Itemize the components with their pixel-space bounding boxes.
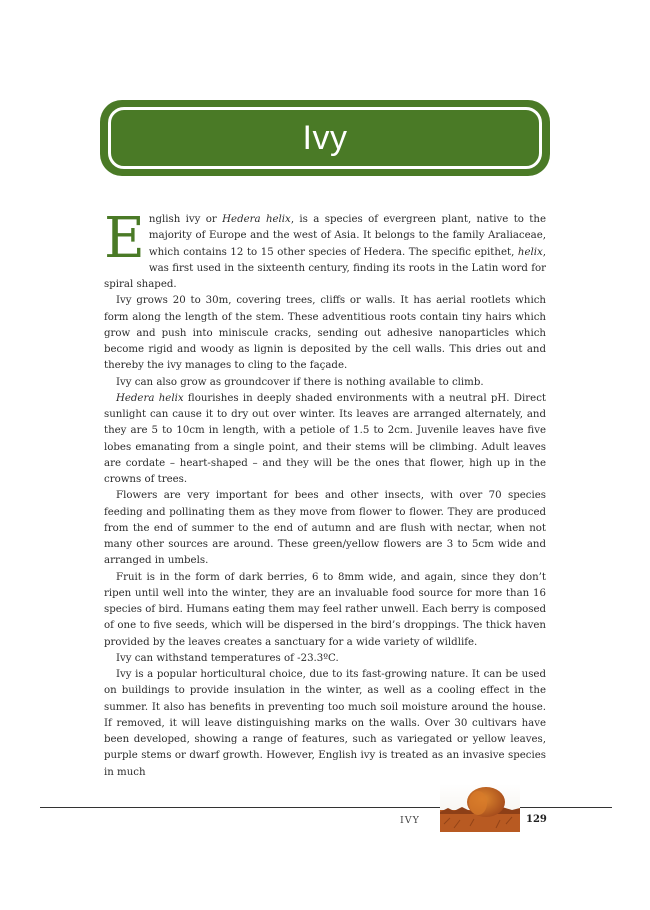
text-run: flourishes in deeply shaded environments with a neutral pH. Direct sunlight can cause it to dry out over winter. Its leaves are arranged alternately, and they are 5 to 10cm in length, with a petiole of 1.5 to 2cm. Juvenile leaves have five lobes emanating from a single point, and their stems will be climbing. Adult leaves are cordate – heart-shaped – and they will be the ones that flower, high up in the crowns of trees. bbox=[104, 392, 546, 485]
text-run: Ivy can withstand temperatures of -23.3ºC. bbox=[116, 652, 339, 664]
paragraph bbox=[104, 570, 546, 651]
text-run: Fruit is in the form of dark berries, 6 to 8mm wide, and again, since they don’t ripen until well into the winter, they are an invaluable food source for more than 16 species of bird. Humans eating them may feel rather unwell. Each berry is composed of one to five seeds, which will be dispersed in the bird’s droppings. The thick haven provided by the leaves creates a sanctuary for a wide variety of wildlife. bbox=[104, 571, 546, 648]
text-run: nglish ivy or bbox=[148, 214, 223, 225]
italic-run: helix bbox=[517, 246, 543, 258]
text-run: , is a species of evergreen plant, native to the majority of Europe and the west of Asia. It belongs to the family Araliaceae, which contains 12 to 15 other species of Hedera. The specific epithet, bbox=[148, 214, 546, 258]
text-run: Ivy is a popular horticultural choice, due to its fast-growing nature. It can be used on buildings to provide insulation in the winter, as well as a cooling effect in the summer. It also has benefits in preventing too much soil moisture around the house. If removed, it will leave distinguishing marks on the walls. Over 30 cultivars have been developed, showing a range of features, such as variegated or yellow leaves, purple stems or dwarf growth. However, English ivy is treated as an invasive species in much bbox=[104, 669, 546, 778]
chapter-title-banner bbox=[100, 100, 550, 176]
paragraph bbox=[104, 293, 546, 374]
chapter-title-frame bbox=[108, 107, 542, 169]
body-text bbox=[104, 206, 546, 781]
drop-cap: E bbox=[104, 206, 145, 271]
paragraph bbox=[104, 667, 546, 781]
chapter-title: Ivy bbox=[302, 118, 348, 157]
footer-rule bbox=[40, 807, 612, 808]
paragraph bbox=[104, 651, 546, 667]
text-run: , was first used in the sixteenth century, finding its roots in the Latin word for spiral shaped. bbox=[104, 246, 546, 290]
paragraph bbox=[104, 206, 546, 293]
italic-run: Hedera helix bbox=[222, 214, 291, 225]
paragraph bbox=[104, 488, 546, 569]
paragraph bbox=[104, 375, 546, 391]
paragraph bbox=[104, 391, 546, 489]
italic-run: Hedera helix bbox=[116, 392, 184, 404]
text-run: Ivy grows 20 to 30m, covering trees, cliffs or walls. It has aerial rootlets which form along the length of the stem. These adventitious roots contain tiny hairs which grow and push into miniscule cracks, sending out adhesive nanoparticles which become rigid and woody as lignin is deposited by the cell walls. This dries out and thereby the ivy manages to cling to the façade. bbox=[104, 295, 546, 372]
running-footer-label: IVY bbox=[400, 815, 420, 826]
text-run: Flowers are very important for bees and other insects, with over 70 species feeding and pollinating them as they move from flower to flower. They are produced from the end of summer to the end of autumn and are flush with nectar, when not many other sources are around. These green/yellow flowers are 3 to 5cm wide and arranged in umbels. bbox=[104, 490, 546, 567]
text-run: Ivy can also grow as groundcover if there is nothing available to climb. bbox=[116, 376, 484, 388]
page-number: 129 bbox=[526, 814, 547, 825]
hay-bale-field-icon bbox=[440, 784, 520, 832]
